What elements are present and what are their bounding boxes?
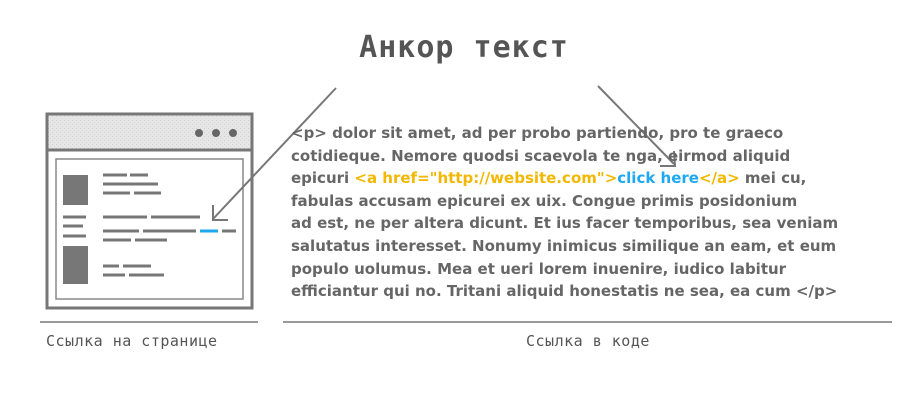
diagram-title: Анкор текст xyxy=(359,30,569,65)
code-line xyxy=(291,145,891,168)
code-line xyxy=(291,122,891,145)
html-tag: <a href="http://website.com"> xyxy=(354,169,618,188)
code-line xyxy=(291,258,891,281)
code-text: cotidieque. Nemore quodsi scaevola te nga, eirmod aliquid xyxy=(291,146,791,165)
code-line xyxy=(291,235,891,258)
code-text: mei cu, xyxy=(739,169,807,188)
code-text: salutatus interesset. Nonumy inimicus similique an eam, et eum xyxy=(291,236,837,255)
window-dots-icon xyxy=(195,129,237,137)
code-line xyxy=(291,190,891,213)
code-text: populo uolumus. Mea et ueri lorem inuenire, iudico labitur xyxy=(291,259,787,278)
code-line xyxy=(291,280,891,303)
caption-page-link: Ссылка на странице xyxy=(46,332,218,350)
code-text: epicuri xyxy=(291,169,355,188)
page-image-block xyxy=(63,175,88,205)
page-image-block xyxy=(63,246,88,284)
code-snippet xyxy=(291,122,891,303)
code-text: efficiantur qui no. Tritani aliquid honestatis ne sea, ea cum </p> xyxy=(291,282,838,301)
html-tag: </a> xyxy=(698,169,740,188)
anchor-text: click here xyxy=(617,169,699,188)
code-line xyxy=(291,167,891,190)
code-text: <p> dolor sit amet, ad per probo partiendo, pro te graeco xyxy=(291,124,784,142)
code-text: fabulas accusam epicurei ex uix. Congue primis posidonium xyxy=(291,191,798,210)
code-line xyxy=(291,212,891,235)
code-text: ad est, ne per altera dicunt. Et ius facer temporibus, sea veniam xyxy=(291,214,839,233)
caption-code-link: Ссылка в коде xyxy=(526,332,650,350)
